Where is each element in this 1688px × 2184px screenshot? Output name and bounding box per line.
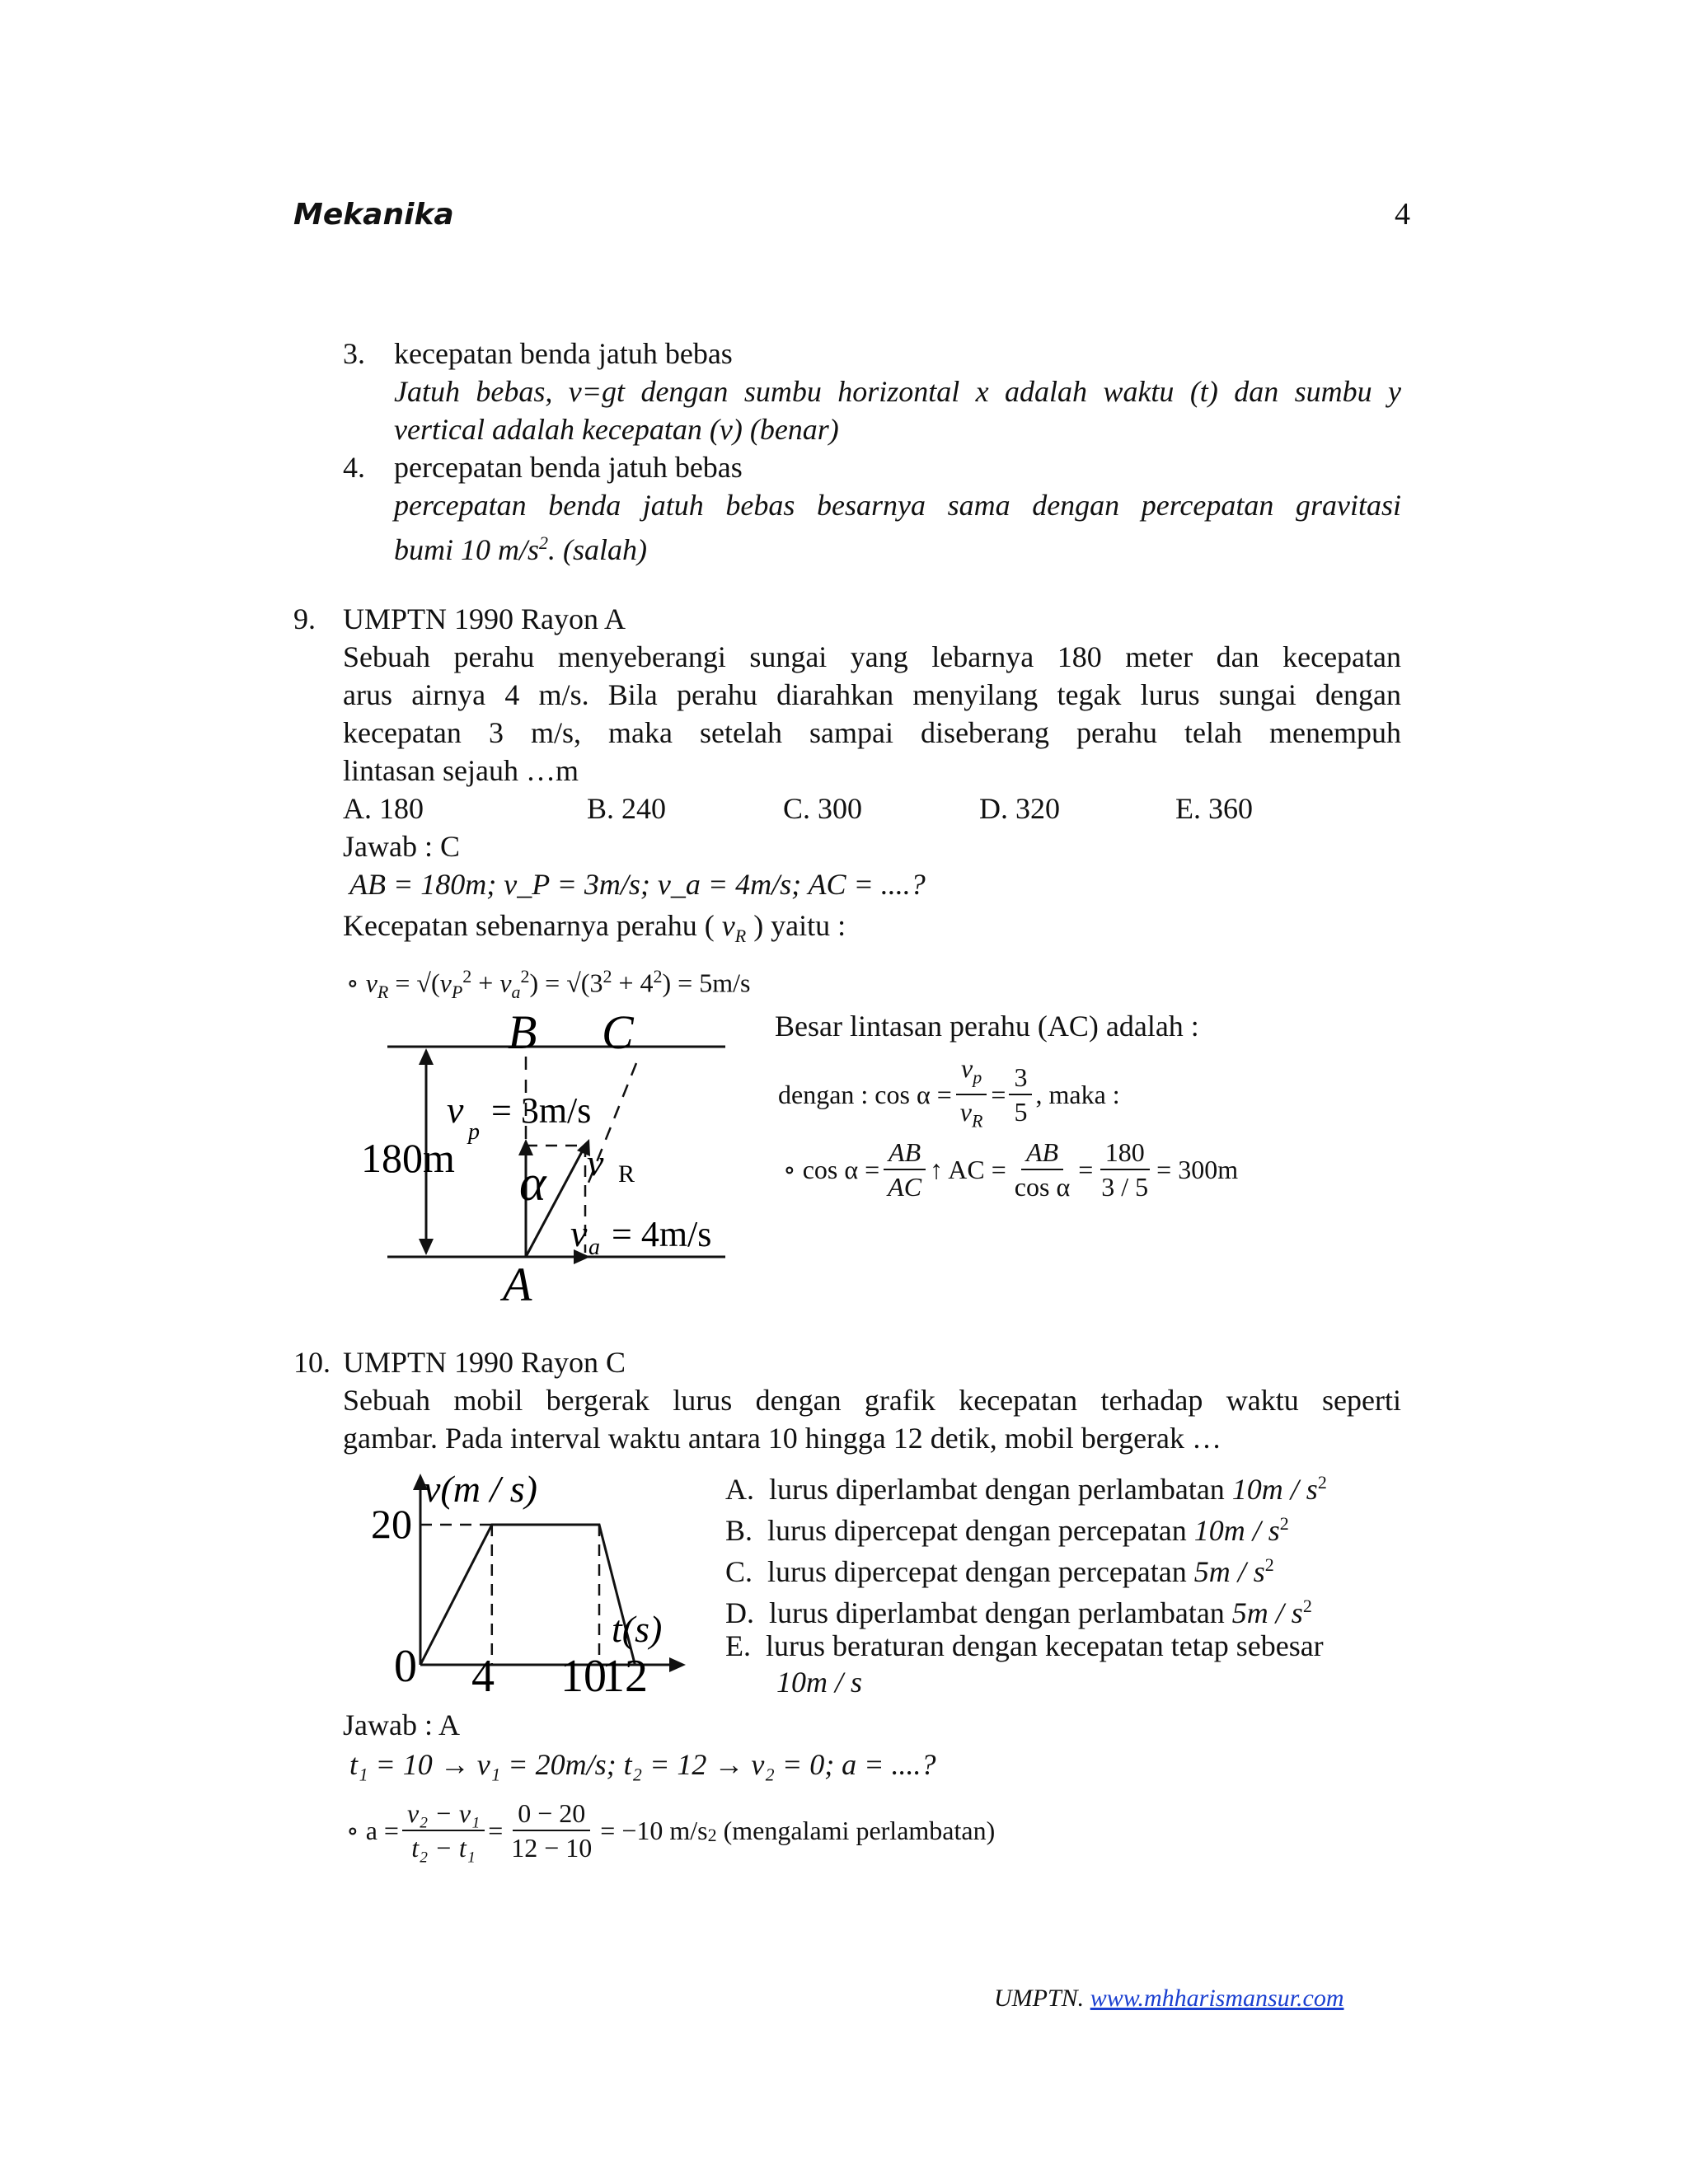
river-crossing-diagram [346, 1005, 742, 1319]
q9-option-e: E. 360 [1175, 792, 1253, 825]
label-vr-sub: R [618, 1160, 635, 1188]
running-header-title: Mekanika [293, 198, 454, 232]
q10-option-e: E. lurus beraturan dengan kecepatan tetap sebesar [725, 1629, 1324, 1662]
item-4-text: percepatan benda jatuh bebas [394, 451, 743, 484]
q10-option-e-value: 10m / s [776, 1666, 863, 1699]
item-3-number: 3. [343, 337, 365, 370]
q9-text-line-2: arus airnya 4 m/s. Bila perahu diarahkan menyilang tegak lurus sungai dengan [343, 678, 1401, 711]
q10-option-d: D. lurus diperlambat dengan perlambatan $5m / s^2$ [725, 1596, 1312, 1629]
label-a: A [503, 1258, 532, 1311]
x-axis-label: t(s) [612, 1608, 663, 1650]
x-tick-10: 10 [560, 1651, 607, 1698]
q10-answer: Jawab : A [343, 1708, 460, 1741]
q10-given: t₁ = 10 → v₁ = 20m/s; t₂ = 12 → v₂ = 0; a = ....? [349, 1748, 936, 1781]
width-arrow-head-top [419, 1048, 434, 1065]
q9-lintasan-title: Besar lintasan perahu (AC) adalah : [775, 1010, 1199, 1043]
label-vr: v [587, 1141, 604, 1183]
q9-vr-equation: ∘ $v_R = √(v_P^2 + v_a^2) = √(3^2 + 4^2) = 5m/s$ [346, 966, 751, 1003]
q9-text-line-1: Sebuah perahu menyeberangi sungai yang lebarnya 180 meter dan kecepatan [343, 640, 1401, 673]
frac-ab-over-ac: $\frac{AB}{AC}$ [883, 1136, 926, 1203]
footer-link[interactable]: www.mhharismansur.com [1090, 1985, 1344, 2012]
q9-option-c: C. 300 [783, 792, 863, 825]
frac-3-over-5: $\frac{3}{5}$ [1009, 1061, 1032, 1128]
q10-option-b: B. lurus dipercepat dengan percepatan $10m / s^2$ [725, 1513, 1289, 1547]
q9-text-line-4: lintasan sejauh …m [343, 754, 579, 787]
q9-option-a: A. 180 [343, 792, 424, 825]
label-alpha: α [519, 1155, 546, 1212]
frac-0-20-over-12-10: $\frac{0 - 20}{12 - 10}$ [511, 1798, 593, 1863]
item-3-text: kecepatan benda jatuh bebas [394, 337, 733, 370]
label-vp-sub: p [468, 1119, 480, 1145]
q10-number: 10. [293, 1346, 331, 1379]
q9-ac-equation: ∘ cos α = $\frac{AB}{AC}$ ↑ AC = $\frac{AB}{\text{cos α}}$ = $\frac{180}{3 / 5}$ = 300m [783, 1137, 1239, 1202]
q10-acceleration-equation: ∘ a = $\frac{\text{v₂ − v₁}}{\text{t₂ − t₁}}$ = $\frac{0 - 20}{12 - 10}$ = −10 m/s 2 (mengalami perlambatan) [346, 1798, 996, 1863]
x-axis-arrow [669, 1657, 686, 1672]
footer-prefix: UMPTN. [994, 1985, 1085, 2012]
footer [994, 1985, 1344, 2013]
label-width: 180m [361, 1135, 455, 1181]
velocity-series-line [420, 1525, 635, 1665]
q10-source: UMPTN 1990 Rayon C [343, 1346, 626, 1379]
page-number: 4 [1395, 197, 1410, 232]
q9-text-line-3: kecepatan 3 m/s, maka setelah sampai diseberang perahu telah menempuh [343, 716, 1401, 749]
width-arrow-head-bottom [419, 1239, 434, 1255]
frac-vp-over-vr: $\frac{v_p}{v_R}$ [955, 1052, 988, 1138]
q10-option-c: C. lurus dipercepat dengan percepatan $5m / s^2$ [725, 1554, 1274, 1588]
item-4-explanation-line-1: percepatan benda jatuh bebas besarnya sama dengan percepatan gravitasi [394, 489, 1401, 522]
label-c: C [602, 1005, 634, 1059]
q9-given: AB = 180m; v_P = 3m/s; v_a = 4m/s; AC = ....? [349, 868, 926, 901]
q9-number: 9. [293, 602, 316, 635]
frac-ab-over-cos: $\frac{AB}{\text{cos α}}$ [1014, 1137, 1071, 1202]
item-3-explanation-line-2: vertical adalah kecepatan (v) (benar) [394, 413, 839, 446]
item-4-explanation-line-2: bumi 10 $m/s^2$. (salah) [394, 532, 648, 566]
label-b: B [508, 1005, 537, 1059]
q9-option-d: D. 320 [979, 792, 1060, 825]
label-va-sub: a [588, 1235, 600, 1260]
velocity-time-graph [354, 1459, 709, 1698]
x-tick-4: 4 [471, 1651, 495, 1698]
frac-dv-over-dt: $\frac{\text{v₂ − v₁}}{\text{t₂ − t₁}}$ [402, 1797, 485, 1864]
item-3-explanation-line-1: Jatuh bebas, v=gt dengan sumbu horizontal x adalah waktu (t) dan sumbu y [394, 375, 1401, 408]
q10-option-a: A. lurus diperlambat dengan perlambatan $10m / s^2$ [725, 1472, 1327, 1506]
label-vp-value: = 3m/s [491, 1090, 592, 1131]
q9-cos-definition: dengan : cos α = $\frac{v_p}{v_R}$ = $\frac{3}{5}$ , maka : [778, 1052, 1120, 1138]
frac-180-over-3-5: $\frac{180}{3 / 5}$ [1101, 1137, 1149, 1202]
q9-answer: Jawab : C [343, 830, 460, 863]
q10-text-line-2: gambar. Pada interval waktu antara 10 hingga 12 detik, mobil bergerak … [343, 1422, 1222, 1455]
y-axis-label: v(m / s) [424, 1468, 537, 1510]
q9-option-b: B. 240 [587, 792, 667, 825]
q9-velocity-sentence: Kecepatan sebenarnya perahu ( $v_R$ ) yaitu : [343, 909, 846, 947]
label-vp: v [447, 1089, 464, 1131]
q9-source: UMPTN 1990 Rayon A [343, 602, 626, 635]
label-va: v [570, 1212, 588, 1254]
y-tick-20: 20 [371, 1501, 412, 1547]
item-4-number: 4. [343, 451, 365, 484]
vp-arrow-head [518, 1139, 533, 1155]
label-va-value: = 4m/s [612, 1214, 712, 1254]
q10-text-line-1: Sebuah mobil bergerak lurus dengan grafik kecepatan terhadap waktu seperti [343, 1384, 1401, 1417]
x-tick-12: 12 [602, 1651, 648, 1698]
x-tick-0: 0 [394, 1641, 417, 1692]
